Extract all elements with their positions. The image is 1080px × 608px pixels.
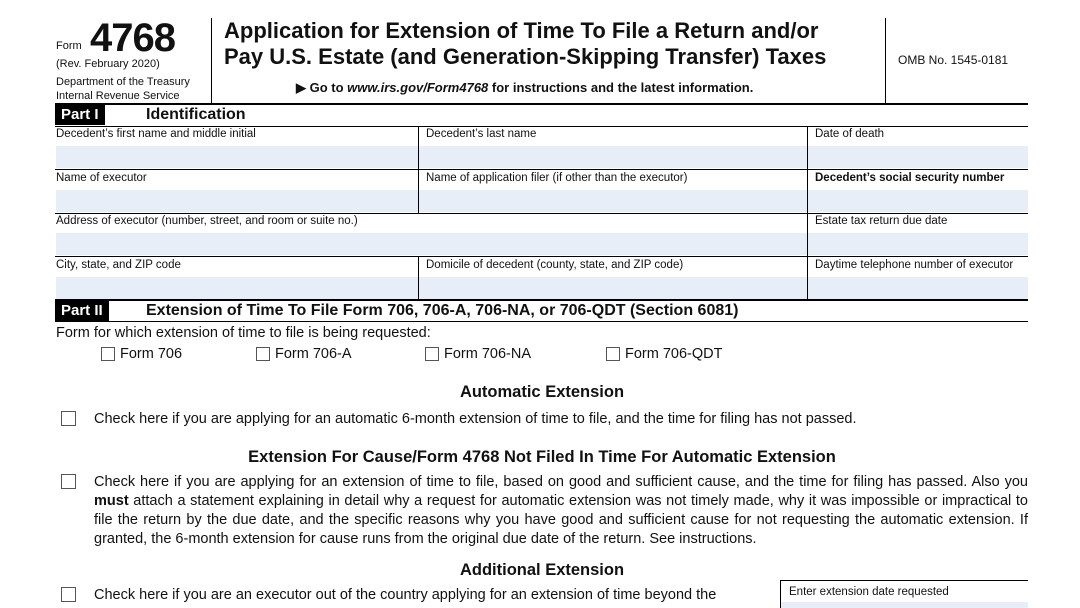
department-name: Department of the Treasury [56, 76, 190, 88]
phone-label: Daytime telephone number of executor [815, 259, 1014, 271]
executor-address-input[interactable] [56, 233, 807, 255]
city-state-zip-input[interactable] [56, 277, 418, 299]
part1-top-rule [55, 103, 1028, 105]
extension-date-label: Enter extension date requested [789, 586, 949, 598]
omb-number: OMB No. 1545-0181 [898, 53, 1009, 67]
form-706a-label: Form 706-A [275, 346, 352, 362]
cause-extension-heading: Extension For Cause/Form 4768 Not Filed In Time For Automatic Extension [248, 448, 836, 466]
part2-title: Extension of Time To File Form 706, 706-A, 706-NA, or 706-QDT (Section 6081) [146, 302, 739, 319]
cause-extension-text [94, 473, 1028, 549]
automatic-extension-text: Check here if you are applying for an automatic 6-month extension of time to file, and the time for filing has not passed. [94, 411, 857, 427]
header-divider-right [885, 18, 886, 103]
ssn-label: Decedent’s social security number [815, 172, 1005, 184]
part1-label: Part I [55, 105, 105, 125]
row1-rule [55, 169, 1028, 170]
irs-name: Internal Revenue Service [56, 90, 180, 102]
filer-name-label: Name of application filer (if other than the executor) [426, 172, 688, 184]
phone-input[interactable] [808, 277, 1028, 299]
filer-name-input[interactable] [419, 190, 807, 212]
first-name-input[interactable] [56, 146, 418, 168]
executor-address-label: Address of executor (number, street, and room or suite no.) [56, 215, 358, 227]
extension-date-input[interactable] [781, 602, 1028, 608]
form-title [224, 18, 826, 70]
form-706na-checkbox[interactable] [425, 347, 439, 361]
instructions-suffix: for instructions and the latest information. [488, 80, 754, 95]
due-date-input[interactable] [808, 233, 1028, 255]
form-706-checkbox[interactable] [101, 347, 115, 361]
part2-label: Part II [55, 301, 109, 321]
form-select-prompt: Form for which extension of time to file is being requested: [56, 325, 431, 341]
form-word: Form [56, 40, 82, 52]
form-706qdt-label: Form 706-QDT [625, 346, 723, 362]
row2-rule [55, 213, 1028, 214]
form-706na-label: Form 706-NA [444, 346, 532, 362]
first-name-label: Decedent’s first name and middle initial [56, 128, 256, 140]
instructions-prefix: ▶ Go to [296, 80, 348, 95]
domicile-label: Domicile of decedent (county, state, and ZIP code) [426, 259, 684, 271]
part2-top-rule [55, 299, 1028, 301]
instructions-line [296, 80, 753, 96]
cause-text-must: must [94, 493, 129, 509]
automatic-extension-heading: Automatic Extension [459, 383, 625, 401]
date-of-death-label: Date of death [815, 128, 885, 140]
form-title-line2: Pay U.S. Estate (and Generation-Skipping Transfer) Taxes [224, 44, 827, 69]
revision-date: (Rev. February 2020) [56, 58, 160, 70]
executor-name-label: Name of executor [56, 172, 147, 184]
last-name-input[interactable] [419, 146, 807, 168]
last-name-label: Decedent’s last name [426, 128, 537, 140]
department [56, 75, 190, 103]
additional-extension-heading: Additional Extension [459, 561, 625, 579]
part1-rule [55, 126, 1028, 127]
additional-extension-text: Check here if you are an executor out of the country applying for an extension of time beyond the [94, 587, 717, 603]
form-706a-checkbox[interactable] [256, 347, 270, 361]
executor-name-input[interactable] [56, 190, 418, 212]
form-706qdt-checkbox[interactable] [606, 347, 620, 361]
additional-extension-checkbox[interactable] [61, 587, 76, 602]
due-date-label: Estate tax return due date [815, 215, 948, 227]
domicile-input[interactable] [419, 277, 807, 299]
cause-text-part1: Check here if you are applying for an extension of time to file, based on good and sufficient cause, and the time for filing has passed. Also you [94, 474, 1028, 490]
part2-rule [55, 321, 1028, 322]
row3-rule [55, 256, 1028, 257]
form-706-label: Form 706 [120, 346, 183, 362]
form-title-line1: Application for Extension of Time To File a Return and/or [224, 18, 819, 43]
cause-text-part2: attach a statement explaining in detail why a request for automatic extension was not timely made, why it was impossible or impractical to file the return by the due date, and the specific reasons why you have good and sufficient cause for not requesting the automatic extension. If granted, the 6-month extension for cause runs from the original due date of the return. See instructions. [94, 493, 1028, 547]
automatic-extension-checkbox[interactable] [61, 411, 76, 426]
extension-date-top-rule [780, 580, 1028, 581]
city-state-zip-label: City, state, and ZIP code [56, 259, 181, 271]
header-divider-left [211, 18, 212, 103]
date-of-death-input[interactable] [808, 146, 1028, 168]
ssn-input[interactable] [808, 190, 1028, 212]
part1-title: Identification [146, 106, 246, 123]
cause-extension-checkbox[interactable] [61, 474, 76, 489]
form-number: 4768 [90, 16, 175, 60]
instructions-link[interactable]: www.irs.gov/Form4768 [347, 80, 489, 95]
